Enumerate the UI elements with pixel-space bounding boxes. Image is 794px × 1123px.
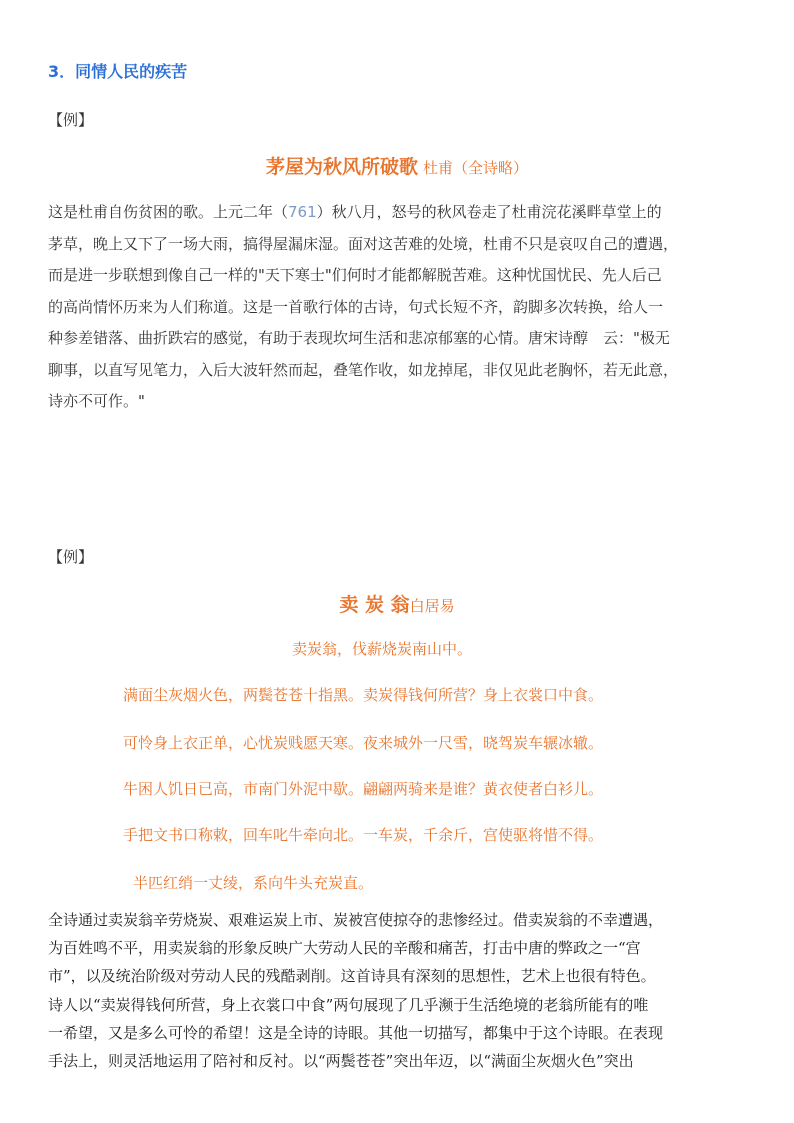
poem-line: 可怜身上衣正单，心忧炭贱愿天寒。夜来城外一尺雪，晓驾炭车辗冰辙。 (123, 734, 604, 752)
paragraph-line: 市”，以及统治阶级对劳动人民的残酷剥削。这首诗具有深刻的思想性，艺术上也很有特色。 (48, 967, 656, 986)
poem1-author-note: 杜甫（全诗略） (423, 159, 529, 177)
poem2-title: 卖 炭 翁 (339, 594, 410, 616)
poem1-title-line (0, 152, 794, 179)
example-tag: 【例】 (48, 111, 94, 129)
paragraph-line: 种参差错落、曲折跌宕的感觉，有助于表现坎坷生活和悲凉郁塞的心情。唐宋诗醇 云："极无 (48, 329, 670, 347)
paragraph-line: 这是杜甫自伤贫困的歌。上元二年（761）秋八月，怒号的秋风卷走了杜甫浣花溪畔草堂上的 (48, 203, 662, 221)
poem-line: 卖炭翁，伐薪烧炭南山中。 (292, 640, 473, 658)
paragraph-line: 一希望，又是多么可怜的希望！这是全诗的诗眼。其他一切描写，都集中于这个诗眼。在表现 (48, 1023, 664, 1042)
poem-line: 牛困人饥日已高，市南门外泥中歇。翩翩两骑来是谁？黄衣使者白衫儿。 (123, 780, 604, 798)
paragraph-line: 为百姓鸣不平，用卖炭翁的形象反映广大劳动人民的辛酸和痛苦，打击中唐的弊政之一“宫 (48, 939, 641, 958)
analysis-paragraph-2 (48, 906, 754, 1075)
paragraph-line: 手法上，则灵活地运用了陪衬和反衬。以“两鬓苍苍”突出年迈，以“满面尘灰烟火色”突出 (48, 1051, 634, 1070)
paragraph-line: 诗人以“卖炭得钱何所营，身上衣裳口中食”两句展现了几乎濒于生活绝境的老翁所能有的唯 (48, 995, 649, 1014)
paragraph-line: 诗亦不可作。" (48, 392, 145, 410)
poem-line: 半匹红绡一丈绫，系向牛头充炭直。 (133, 874, 374, 892)
poem1-title: 茅屋为秋风所破歌 (265, 156, 418, 178)
section-heading: 3．同情人民的疾苦 (48, 62, 188, 81)
paragraph-line: 而是进一步联想到像自己一样的"天下寒士"们何时才能都解脱苦难。这种忧国忧民、先人后己 (48, 266, 662, 284)
poem2-author: 白居易 (409, 597, 455, 615)
poem-line: 手把文书口称敕，回车叱牛牵向北。一车炭，千余斤，宫使驱将惜不得。 (123, 826, 604, 844)
paragraph-line: 全诗通过卖炭翁辛劳烧炭、艰难运炭上市、炭被宫使掠夺的悲惨经过。借卖炭翁的不幸遭遇， (48, 911, 664, 929)
poem2-title-line (0, 590, 794, 617)
example-tag: 【例】 (48, 548, 94, 566)
year-number: 761 (288, 203, 317, 221)
paragraph-line: 聊事，以直写见笔力，入后大波轩然而起，叠笔作收，如龙掉尾，非仅见此老胸怀，若无此意， (48, 360, 679, 379)
poem-line: 满面尘灰烟火色，两鬓苍苍十指黑。卖炭得钱何所营？身上衣裳口中食。 (123, 686, 604, 704)
paragraph-line: 的高尚情怀历来为人们称道。这是一首歌行体的古诗，句式长短不齐，韵脚多次转换，给人一 (48, 297, 664, 316)
analysis-paragraph-1 (48, 197, 748, 418)
paragraph-line: 茅草，晚上又下了一场大雨，搞得屋漏床湿。面对这苦难的处境，杜甫不只是哀叹自己的遭遇， (48, 234, 679, 253)
